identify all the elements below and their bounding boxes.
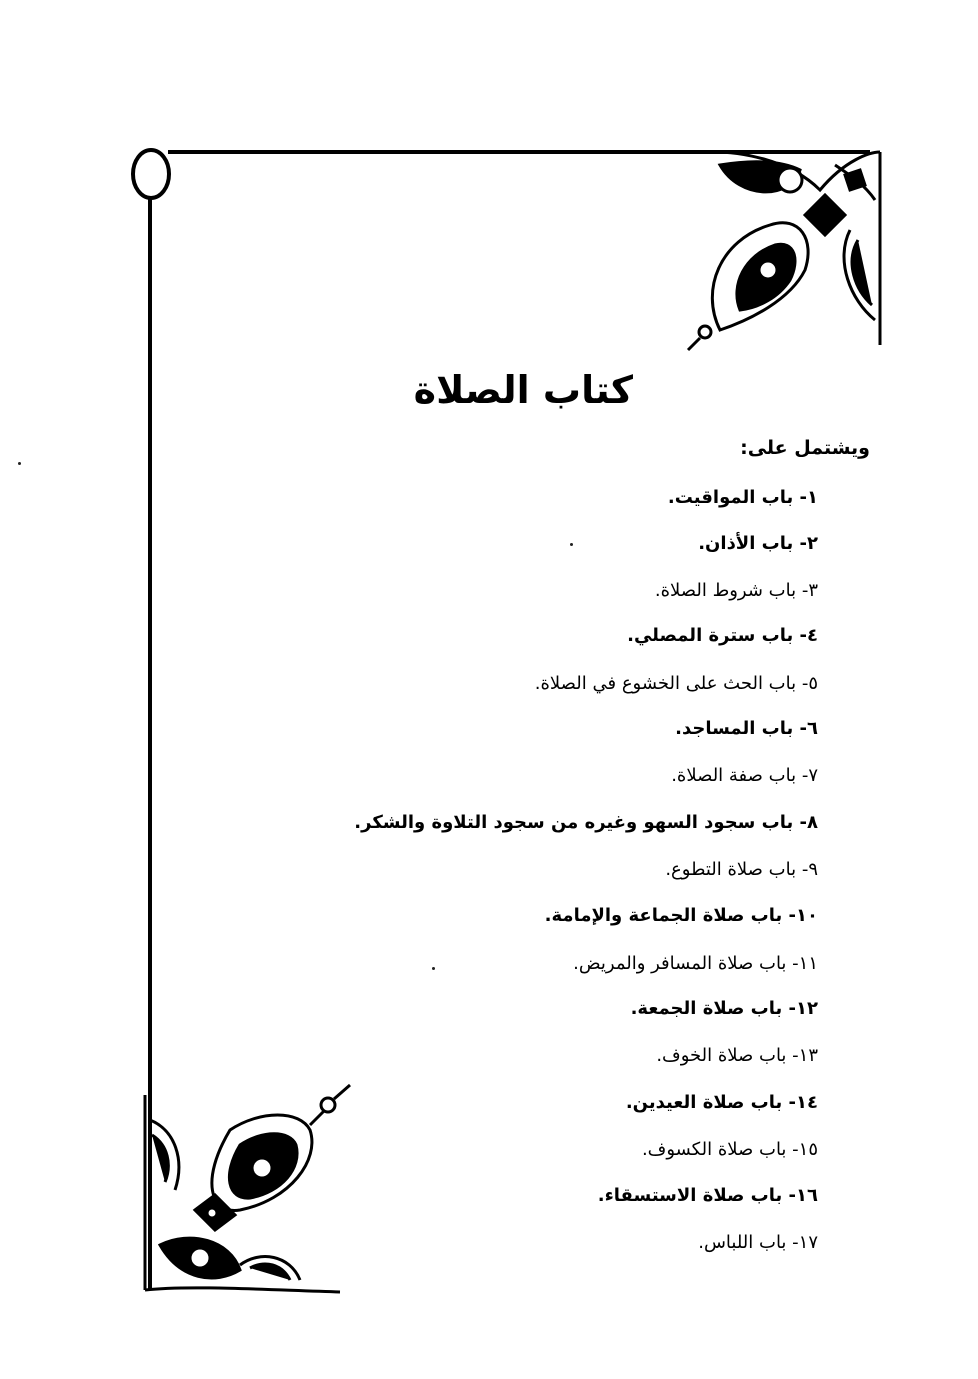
chapter-item: ٩- باب صلاة التطوع. [665,859,818,880]
chapter-item: ٨- باب سجود السهو وغيره من سجود التلاوة والشكر. [354,812,818,833]
top-right-ornament [688,152,880,350]
chapter-item: ١١- باب صلاة المسافر والمريض. [573,953,818,974]
chapter-item: ١٢- باب صلاة الجمعة. [630,998,818,1019]
scan-speck [432,967,435,970]
chapter-item: ٢- باب الأذان. [698,533,818,554]
scan-speck [18,462,21,465]
chapter-item: ٣- باب شروط الصلاة. [654,580,818,601]
chapter-item: ١٦- باب صلاة الاستسقاء. [597,1185,818,1206]
chapter-item: ١- باب المواقيت. [667,487,818,508]
bottom-left-ornament [145,1085,350,1292]
chapter-item: ١٥- باب صلاة الكسوف. [641,1139,818,1160]
scan-speck [570,543,573,546]
chapter-item: ٧- باب صفة الصلاة. [671,765,818,786]
intro-text: ويشتمل على: [740,437,870,459]
chapter-item: ١٧- باب اللباس. [698,1232,818,1253]
chapter-item: ٤- باب سترة المصلي. [627,625,818,646]
chapter-item: ١٤- باب صلاة العيدين. [625,1092,818,1113]
chapter-item: ١٣- باب صلاة الخوف. [656,1045,818,1066]
chapter-item: ٦- باب المساجد. [675,718,818,739]
frame-corner-ring [133,150,169,198]
chapter-item: ٥- باب الحث على الخشوع في الصلاة. [534,673,818,694]
page-title: كتاب الصلاة [413,368,633,412]
chapter-item: ١٠- باب صلاة الجماعة والإمامة. [544,905,818,926]
